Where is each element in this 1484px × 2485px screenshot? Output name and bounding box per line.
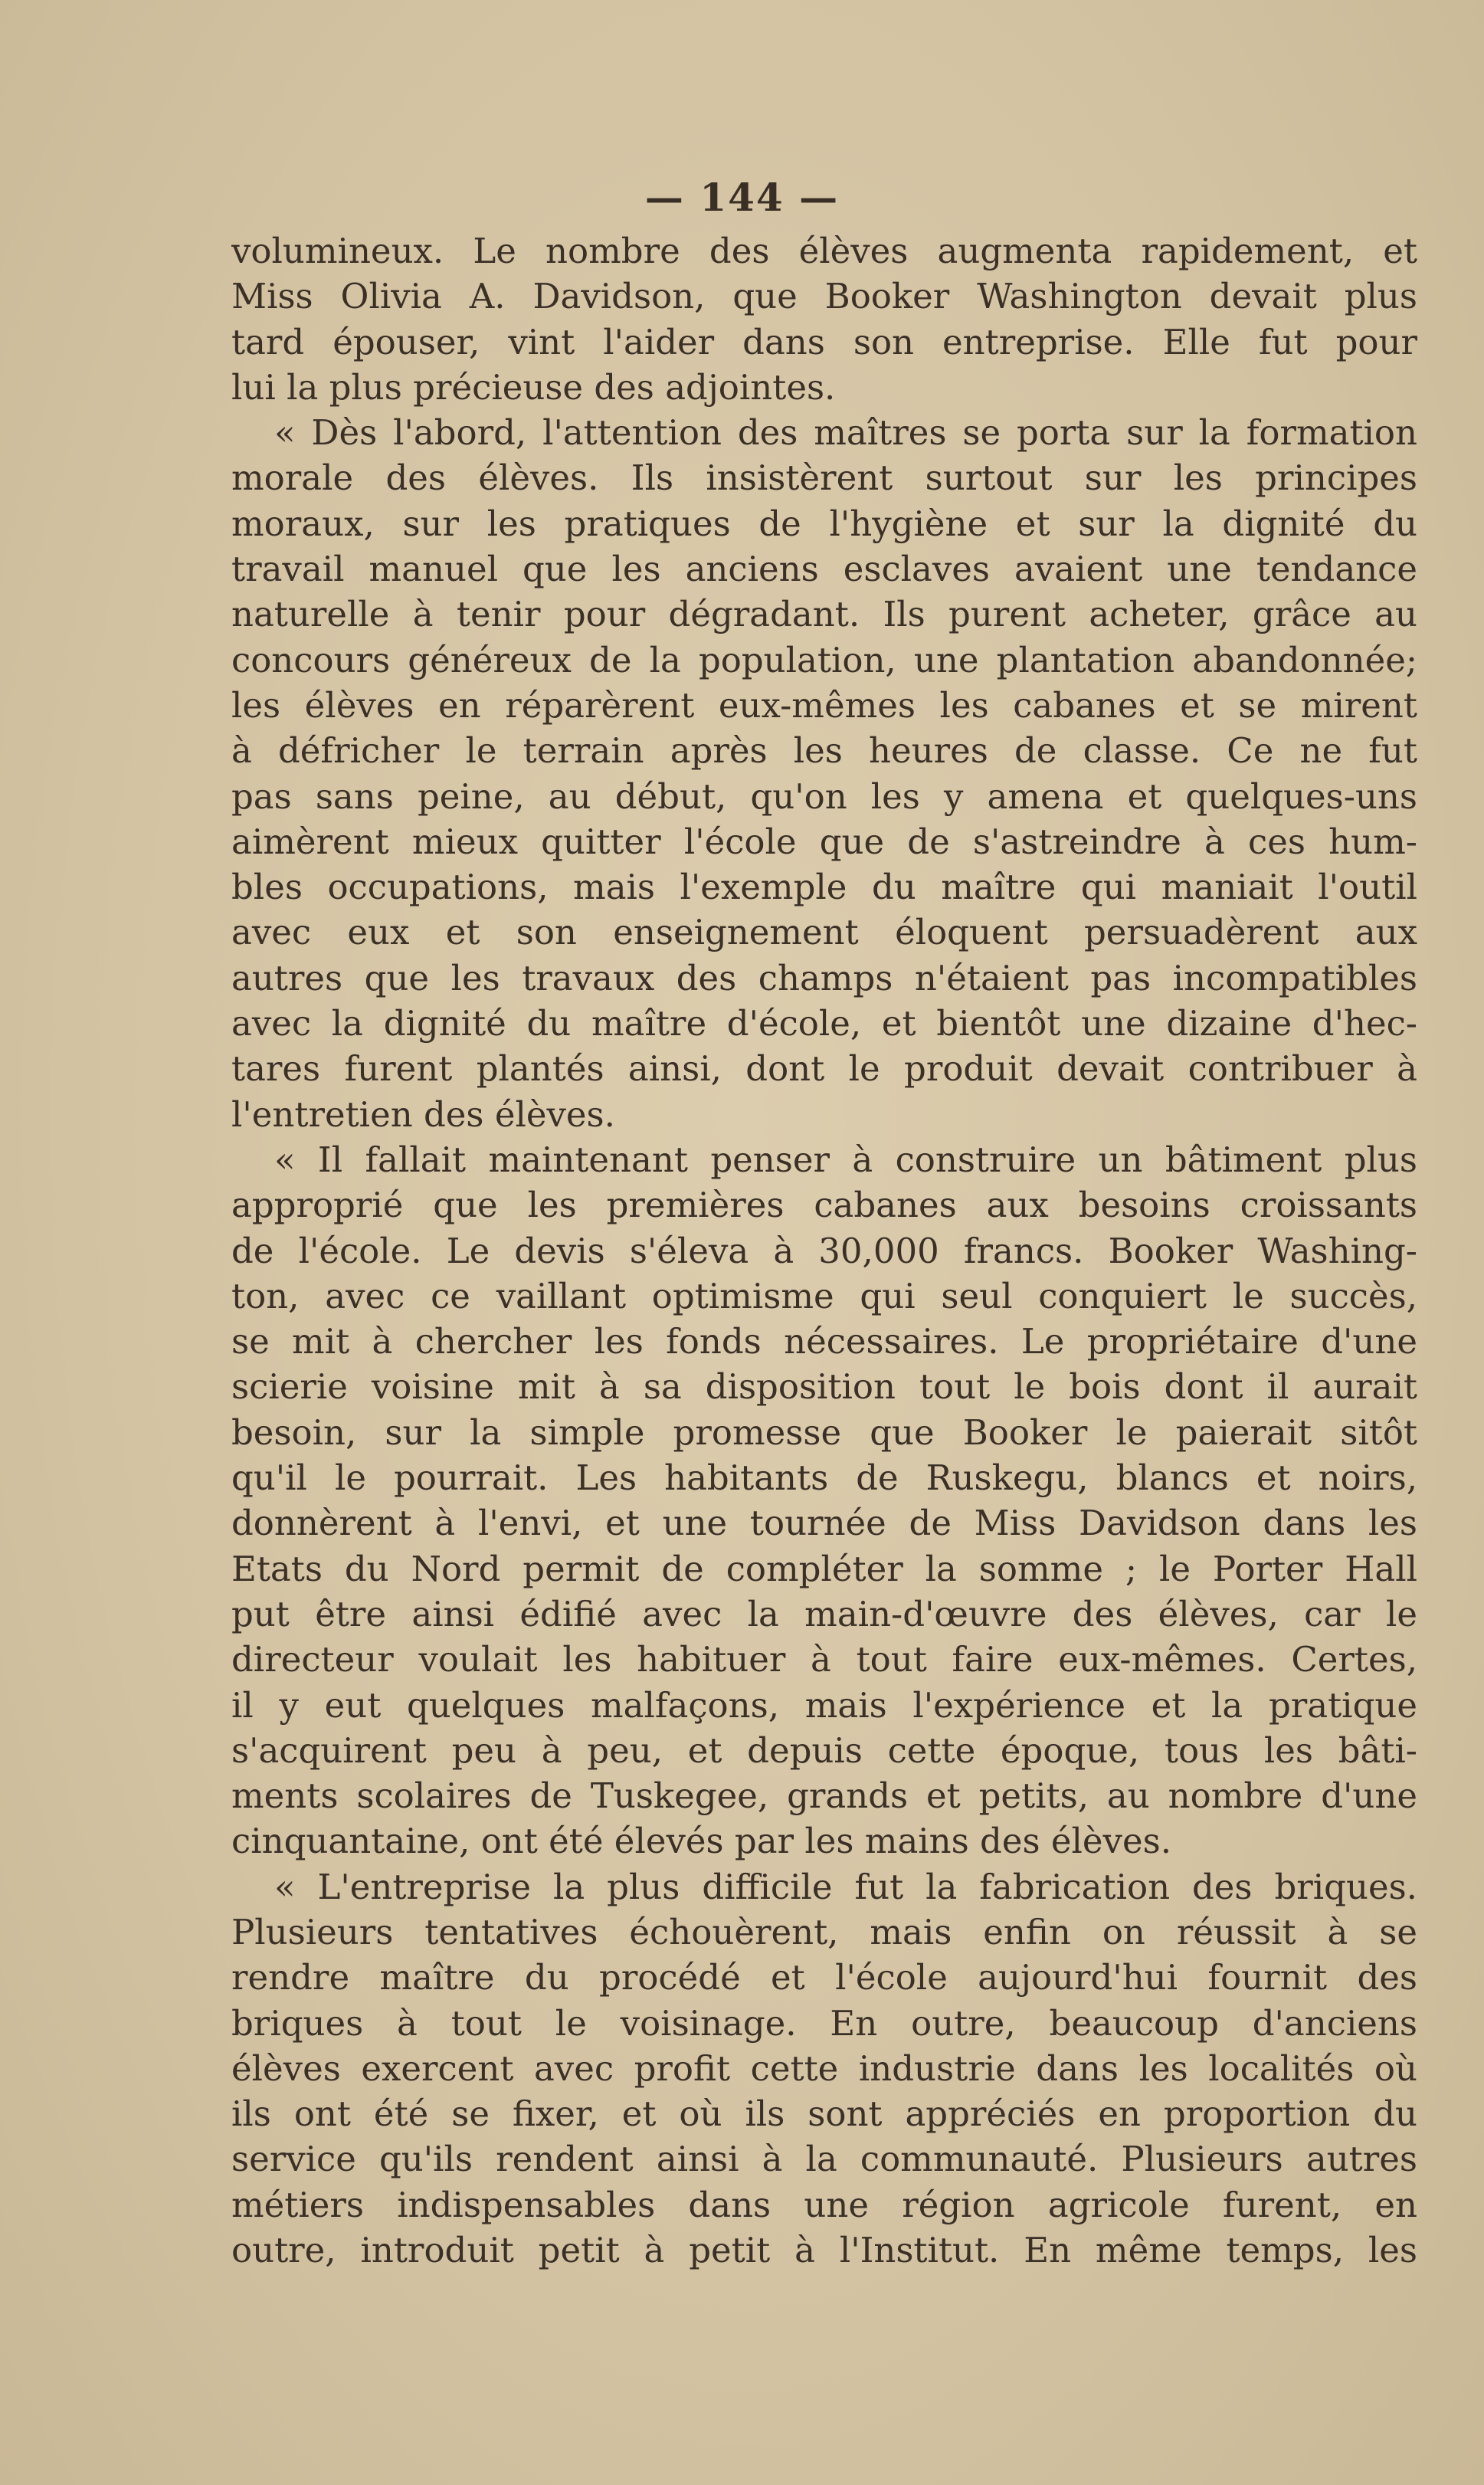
text-line: lui la plus précieuse des adjointes. [231,366,836,408]
text-line: travail manuel que les anciens esclaves avaient une tendance [231,549,1417,590]
text-line: s'acquirent peu à peu, et depuis cette époque, tous les bâti- [231,1729,1417,1771]
text-line: ments scolaires de Tuskegee, grands et petits, au nombre d'une [231,1775,1417,1817]
text-line: outre, introduit petit à petit à l'Institut. En même temps, les [231,2230,1417,2271]
text-line: bles occupations, mais l'exemple du maître qui maniait l'outil [231,867,1417,908]
page-number: — 144 — [644,175,840,220]
text-line: qu'il le pourrait. Les habitants de Ruskegu, blancs et noirs, [231,1457,1417,1499]
text-line: à défricher le terrain après les heures de classe. Ce ne fut [231,730,1417,772]
body-text [231,228,1417,2273]
text-line: « L'entreprise la plus difficile fut la fabrication des briques. [274,1866,1417,1907]
text-line: briques à tout le voisinage. En outre, beaucoup d'anciens [231,2002,1417,2044]
text-line: métiers indispensables dans une région agricole furent, en [231,2184,1417,2225]
text-line: les élèves en réparèrent eux-mêmes les cabanes et se mirent [231,684,1417,726]
text-line: pas sans peine, au début, qu'on les y amena et quelques-uns [231,775,1417,817]
text-line: l'entretien des élèves. [231,1093,615,1135]
text-line: « Il fallait maintenant penser à construire un bâtiment plus [274,1139,1417,1180]
text-line: donnèrent à l'envi, et une tournée de Miss Davidson dans les [231,1503,1417,1544]
text-line: put être ainsi édifié avec la main-d'œuvre des élèves, car le [231,1593,1417,1634]
text-line: aimèrent mieux quitter l'école que de s'astreindre à ces hum- [231,821,1417,862]
text-line: directeur voulait les habituer à tout faire eux-mêmes. Certes, [231,1639,1417,1680]
text-line: autres que les travaux des champs n'étaient pas incompatibles [231,957,1417,998]
text-line: tard épouser, vint l'aider dans son entreprise. Elle fut pour [231,321,1417,362]
text-line: approprié que les premières cabanes aux besoins croissants [231,1185,1417,1226]
text-line: Plusieurs tentatives échouèrent, mais enfin on réussit à se [231,1911,1417,1952]
text-line: scierie voisine mit à sa disposition tout le bois dont il aurait [231,1366,1417,1408]
text-line: Etats du Nord permit de compléter la somme ; le Porter Hall [231,1548,1417,1589]
text-line: cinquantaine, ont été élevés par les mains des élèves. [231,1821,1171,1862]
text-line: se mit à chercher les fonds nécessaires. Le propriétaire d'une [231,1321,1417,1362]
text-line: service qu'ils rendent ainsi à la communauté. Plusieurs autres [231,2139,1417,2180]
text-line: ils ont été se fixer, et où ils sont appréciés en proportion du [231,2093,1417,2135]
text-line: avec la dignité du maître d'école, et bientôt une dizaine d'hec- [231,1003,1417,1044]
text-line: de l'école. Le devis s'éleva à 30,000 francs. Booker Washing- [231,1230,1417,1271]
text-line: concours généreux de la population, une plantation abandonnée; [231,639,1417,680]
text-line: tares furent plantés ainsi, dont le produit devait contribuer à [231,1048,1417,1090]
text-line: morale des élèves. Ils insistèrent surtout sur les principes [231,457,1417,499]
text-line: naturelle à tenir pour dégradant. Ils purent acheter, grâce au [231,594,1417,635]
text-line: avec eux et son enseignement éloquent persuadèrent aux [231,912,1417,953]
text-line: volumineux. Le nombre des élèves augmenta rapidement, et [231,231,1417,271]
text-line: rendre maître du procédé et l'école aujourd'hui fournit des [231,1957,1417,1998]
text-line: besoin, sur la simple promesse que Booker le paierait sitôt [231,1411,1417,1453]
text-line: « Dès l'abord, l'attention des maîtres se porta sur la formation [274,412,1417,454]
text-line: il y eut quelques malfaçons, mais l'expérience et la pratique [231,1684,1417,1726]
text-line: ton, avec ce vaillant optimisme qui seul conquiert le succès, [231,1275,1417,1316]
text-line: élèves exercent avec profit cette industrie dans les localités où [231,2047,1417,2089]
text-line: moraux, sur les pratiques de l'hygiène et sur la dignité du [231,503,1417,544]
text-line: Miss Olivia A. Davidson, que Booker Washington devait plus [231,276,1417,317]
